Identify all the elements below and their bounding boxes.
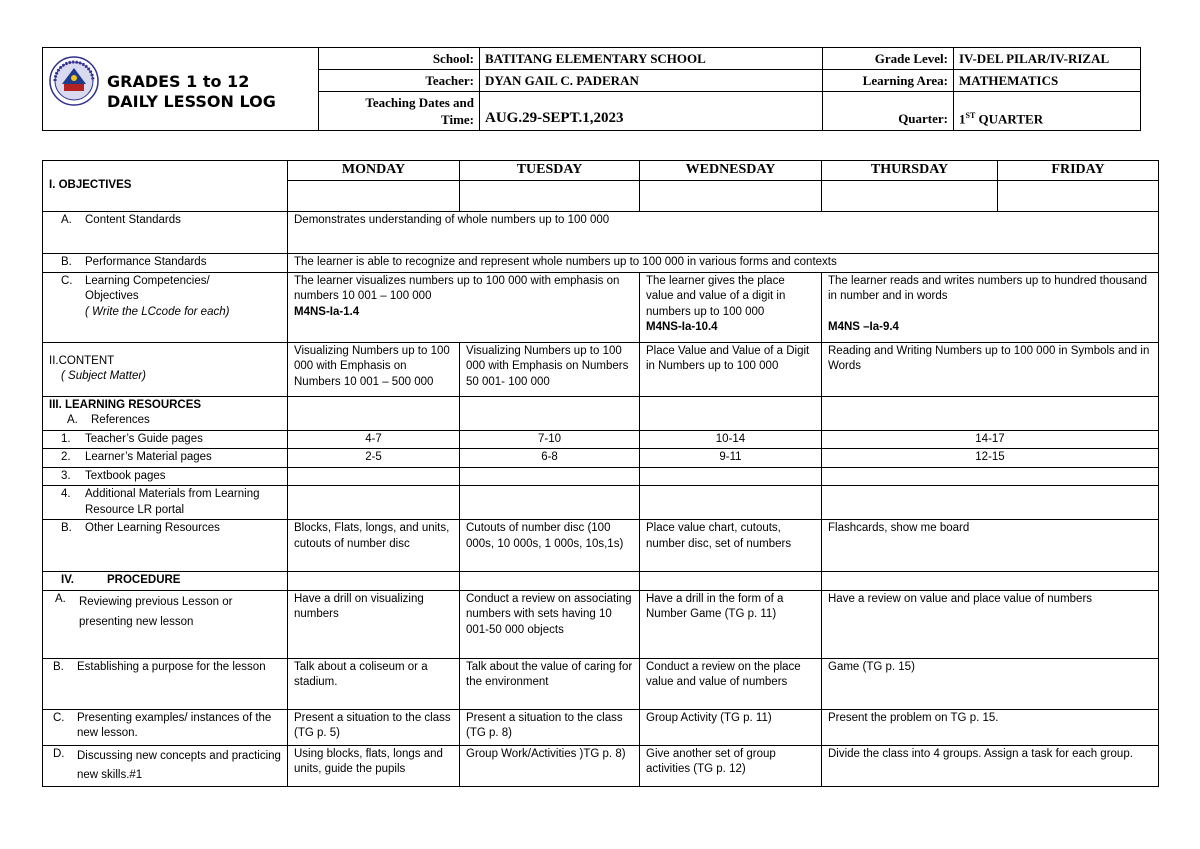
tg-tuesday: 7-10: [460, 430, 640, 449]
am-tuesday: [460, 486, 640, 520]
title-line-1: GRADES 1 to 12: [107, 72, 250, 91]
resources-wednesday-cell: [640, 396, 822, 430]
teaching-dates-label: [319, 92, 480, 131]
am-wednesday: [640, 486, 822, 520]
grade-level-label: Grade Level:: [823, 48, 954, 70]
school-label: School:: [319, 48, 480, 70]
tb-wednesday: [640, 467, 822, 486]
examples-letter: C.: [53, 711, 65, 724]
c-wednesday: Group Activity (TG p. 11): [640, 709, 822, 745]
additional-materials-text: Additional Materials from Learning Resource LR portal: [85, 488, 260, 516]
resources-thursday-friday-cell: [822, 396, 1159, 430]
am-monday: [288, 486, 460, 520]
c-tuesday: Present a situation to the class (TG p. 8): [460, 709, 640, 745]
procedure-title: [43, 572, 288, 591]
lc-wednesday: [640, 272, 822, 342]
additional-materials-label: [43, 486, 288, 520]
purpose-letter: B.: [53, 660, 64, 673]
learning-resources-label: [43, 396, 288, 430]
grade-level-value: IV-DEL PILAR/IV-RIZAL: [954, 48, 1141, 70]
other-thursday-friday: Flashcards, show me board: [822, 520, 1159, 572]
quarter-number: 1: [959, 111, 966, 126]
content-standards-label: [43, 212, 288, 254]
objectives-friday-cell: [998, 181, 1159, 212]
learning-competencies-letter: C.: [61, 274, 73, 287]
tg-monday: 4-7: [288, 430, 460, 449]
content-label-line1: II.CONTENT: [49, 354, 115, 367]
header-table: [42, 47, 1141, 131]
discussing-letter: D.: [53, 747, 65, 760]
discussing-label: [43, 745, 288, 786]
teacher-label: Teacher:: [319, 70, 480, 92]
quarter-value: [954, 92, 1141, 131]
teachers-guide-number: 1.: [61, 432, 71, 445]
tb-thursday-friday: [822, 467, 1159, 486]
lc-monday-tuesday-code: M4NS-Ia-1.4: [294, 305, 360, 318]
content-standards-letter: A.: [61, 214, 72, 226]
purpose-text: Establishing a purpose for the lesson: [77, 660, 266, 673]
header-logo-cell: [43, 48, 319, 131]
teachers-guide-text: Teacher’s Guide pages: [85, 432, 203, 445]
procedure-monday-cell: [288, 572, 460, 591]
b-thursday-friday: Game (TG p. 15): [822, 658, 1159, 709]
b-tuesday: Talk about the value of caring for the environment: [460, 658, 640, 709]
c-monday: Present a situation to the class (TG p. 5): [288, 709, 460, 745]
b-monday: Talk about a coliseum or a stadium.: [288, 658, 460, 709]
am-thursday-friday: [822, 486, 1159, 520]
learning-resources-title: III. LEARNING RESOURCES: [49, 398, 202, 411]
teacher-value: DYAN GAIL C. PADERAN: [480, 70, 823, 92]
tb-monday: [288, 467, 460, 486]
reviewing-label: [43, 590, 288, 658]
deped-seal-icon: [49, 56, 99, 106]
performance-standards-value: The learner is able to recognize and represent whole numbers up to 100 000 in various forms and contexts: [288, 254, 1159, 273]
reviewing-text: Reviewing previous Lesson or presenting new lesson: [79, 595, 233, 628]
objectives-wednesday-cell: [640, 181, 822, 212]
other-resources-text: Other Learning Resources: [85, 522, 220, 534]
lm-tuesday: 6-8: [460, 449, 640, 468]
tg-wednesday: 10-14: [640, 430, 822, 449]
lc-thursday-friday-text: The learner reads and writes numbers up to hundred thousand in number and in words: [828, 274, 1148, 302]
learners-material-number: 2.: [61, 451, 71, 463]
performance-standards-text: Performance Standards: [85, 256, 207, 268]
lm-thursday-friday: 12-15: [822, 449, 1159, 468]
day-tuesday: TUESDAY: [460, 161, 640, 181]
objectives-title: I. OBJECTIVES: [43, 161, 288, 212]
a-tuesday: Conduct a review on associating numbers with sets having 10 001-50 000 objects: [460, 590, 640, 658]
other-resources-letter: B.: [61, 522, 72, 534]
textbook-text: Textbook pages: [85, 469, 166, 482]
textbook-label: [43, 467, 288, 486]
teaching-dates-label-line2: Time:: [441, 112, 474, 127]
lm-monday: 2-5: [288, 449, 460, 468]
d-monday: Using blocks, flats, longs and units, guide the pupils: [288, 745, 460, 786]
content-tuesday: Visualizing Numbers up to 100 000 with Emphasis on Numbers 50 001- 100 000: [460, 342, 640, 396]
learning-area-value: MATHEMATICS: [954, 70, 1141, 92]
d-tuesday: Group Work/Activities )TG p. 8): [460, 745, 640, 786]
performance-standards-letter: B.: [61, 256, 72, 268]
other-resources-label: [43, 520, 288, 572]
examples-text: Presenting examples/ instances of the new lesson.: [77, 711, 272, 739]
a-wednesday: Have a drill in the form of a Number Game (TG p. 11): [640, 590, 822, 658]
school-value: BATITANG ELEMENTARY SCHOOL: [480, 48, 823, 70]
references-text: References: [91, 414, 150, 426]
day-friday: FRIDAY: [998, 161, 1159, 181]
learners-material-label: [43, 449, 288, 468]
teaching-dates-label-line1: Teaching Dates and: [365, 95, 474, 110]
learners-material-text: Learner’s Material pages: [85, 451, 212, 463]
procedure-wednesday-cell: [640, 572, 822, 591]
references-letter: A.: [67, 414, 78, 426]
resources-tuesday-cell: [460, 396, 640, 430]
content-standards-text: Content Standards: [85, 214, 181, 226]
content-label: [43, 342, 288, 396]
discussing-text: Discussing new concepts and practicing new skills.#1: [77, 749, 281, 781]
d-thursday-friday: Divide the class into 4 groups. Assign a task for each group.: [822, 745, 1159, 786]
lc-wednesday-code: M4NS-Ia-10.4: [646, 321, 718, 333]
lc-monday-tuesday: [288, 272, 640, 342]
objectives-monday-cell: [288, 181, 460, 212]
performance-standards-label: [43, 254, 288, 273]
d-wednesday: Give another set of group activities (TG p. 12): [640, 745, 822, 786]
content-label-line2: ( Subject Matter): [61, 370, 146, 382]
textbook-number: 3.: [61, 469, 71, 482]
learning-competencies-line2: Objectives: [85, 290, 139, 302]
lesson-log-table: [42, 160, 1159, 787]
title-line-2: DAILY LESSON LOG: [107, 92, 276, 111]
content-wednesday: Place Value and Value of a Digit in Numbers up to 100 000: [640, 342, 822, 396]
procedure-thursday-friday-cell: [822, 572, 1159, 591]
reviewing-letter: A.: [55, 592, 66, 605]
content-thursday-friday: Reading and Writing Numbers up to 100 000 in Symbols and in Words: [822, 342, 1159, 396]
additional-materials-number: 4.: [61, 488, 71, 500]
procedure-tuesday-cell: [460, 572, 640, 591]
lc-monday-tuesday-text: The learner visualizes numbers up to 100 000 with emphasis on numbers 10 001 – 100 000: [294, 274, 620, 302]
quarter-text: QUARTER: [975, 111, 1044, 126]
a-thursday-friday: Have a review on value and place value of numbers: [822, 590, 1159, 658]
quarter-label: Quarter:: [823, 92, 954, 131]
learning-competencies-line1: Learning Competencies/: [85, 274, 210, 287]
lc-thursday-friday-code: M4NS –Ia-9.4: [828, 320, 899, 333]
a-monday: Have a drill on visualizing numbers: [288, 590, 460, 658]
teaching-dates-value: AUG.29-SEPT.1,2023: [480, 92, 823, 131]
c-thursday-friday: Present the problem on TG p. 15.: [822, 709, 1159, 745]
resources-monday-cell: [288, 396, 460, 430]
lc-thursday-friday: [822, 272, 1159, 342]
objectives-thursday-cell: [822, 181, 998, 212]
examples-label: [43, 709, 288, 745]
day-monday: MONDAY: [288, 161, 460, 181]
learning-competencies-line3: ( Write the LCcode for each): [85, 305, 230, 318]
tg-thursday-friday: 14-17: [822, 430, 1159, 449]
learning-competencies-label: [43, 272, 288, 342]
teachers-guide-label: [43, 430, 288, 449]
procedure-number: IV.: [61, 574, 75, 586]
day-wednesday: WEDNESDAY: [640, 161, 822, 181]
content-monday: Visualizing Numbers up to 100 000 with Emphasis on Numbers 10 001 – 500 000: [288, 342, 460, 396]
b-wednesday: Conduct a review on the place value and value of numbers: [640, 658, 822, 709]
quarter-suffix: ST: [965, 110, 976, 120]
other-wednesday: Place value chart, cutouts, number disc, set of numbers: [640, 520, 822, 572]
day-thursday: THURSDAY: [822, 161, 998, 181]
lm-wednesday: 9-11: [640, 449, 822, 468]
other-tuesday: Cutouts of number disc (100 000s, 10 000s, 1 000s, 10s,1s): [460, 520, 640, 572]
other-monday: Blocks, Flats, longs, and units, cutouts of number disc: [288, 520, 460, 572]
document-title: [107, 72, 276, 112]
objectives-tuesday-cell: [460, 181, 640, 212]
procedure-text: PROCEDURE: [107, 574, 181, 586]
content-standards-value: Demonstrates understanding of whole numbers up to 100 000: [288, 212, 1159, 254]
purpose-label: [43, 658, 288, 709]
learning-area-label: Learning Area:: [823, 70, 954, 92]
tb-tuesday: [460, 467, 640, 486]
lc-wednesday-text: The learner gives the place value and value of a digit in numbers up to 100 000: [646, 274, 786, 318]
